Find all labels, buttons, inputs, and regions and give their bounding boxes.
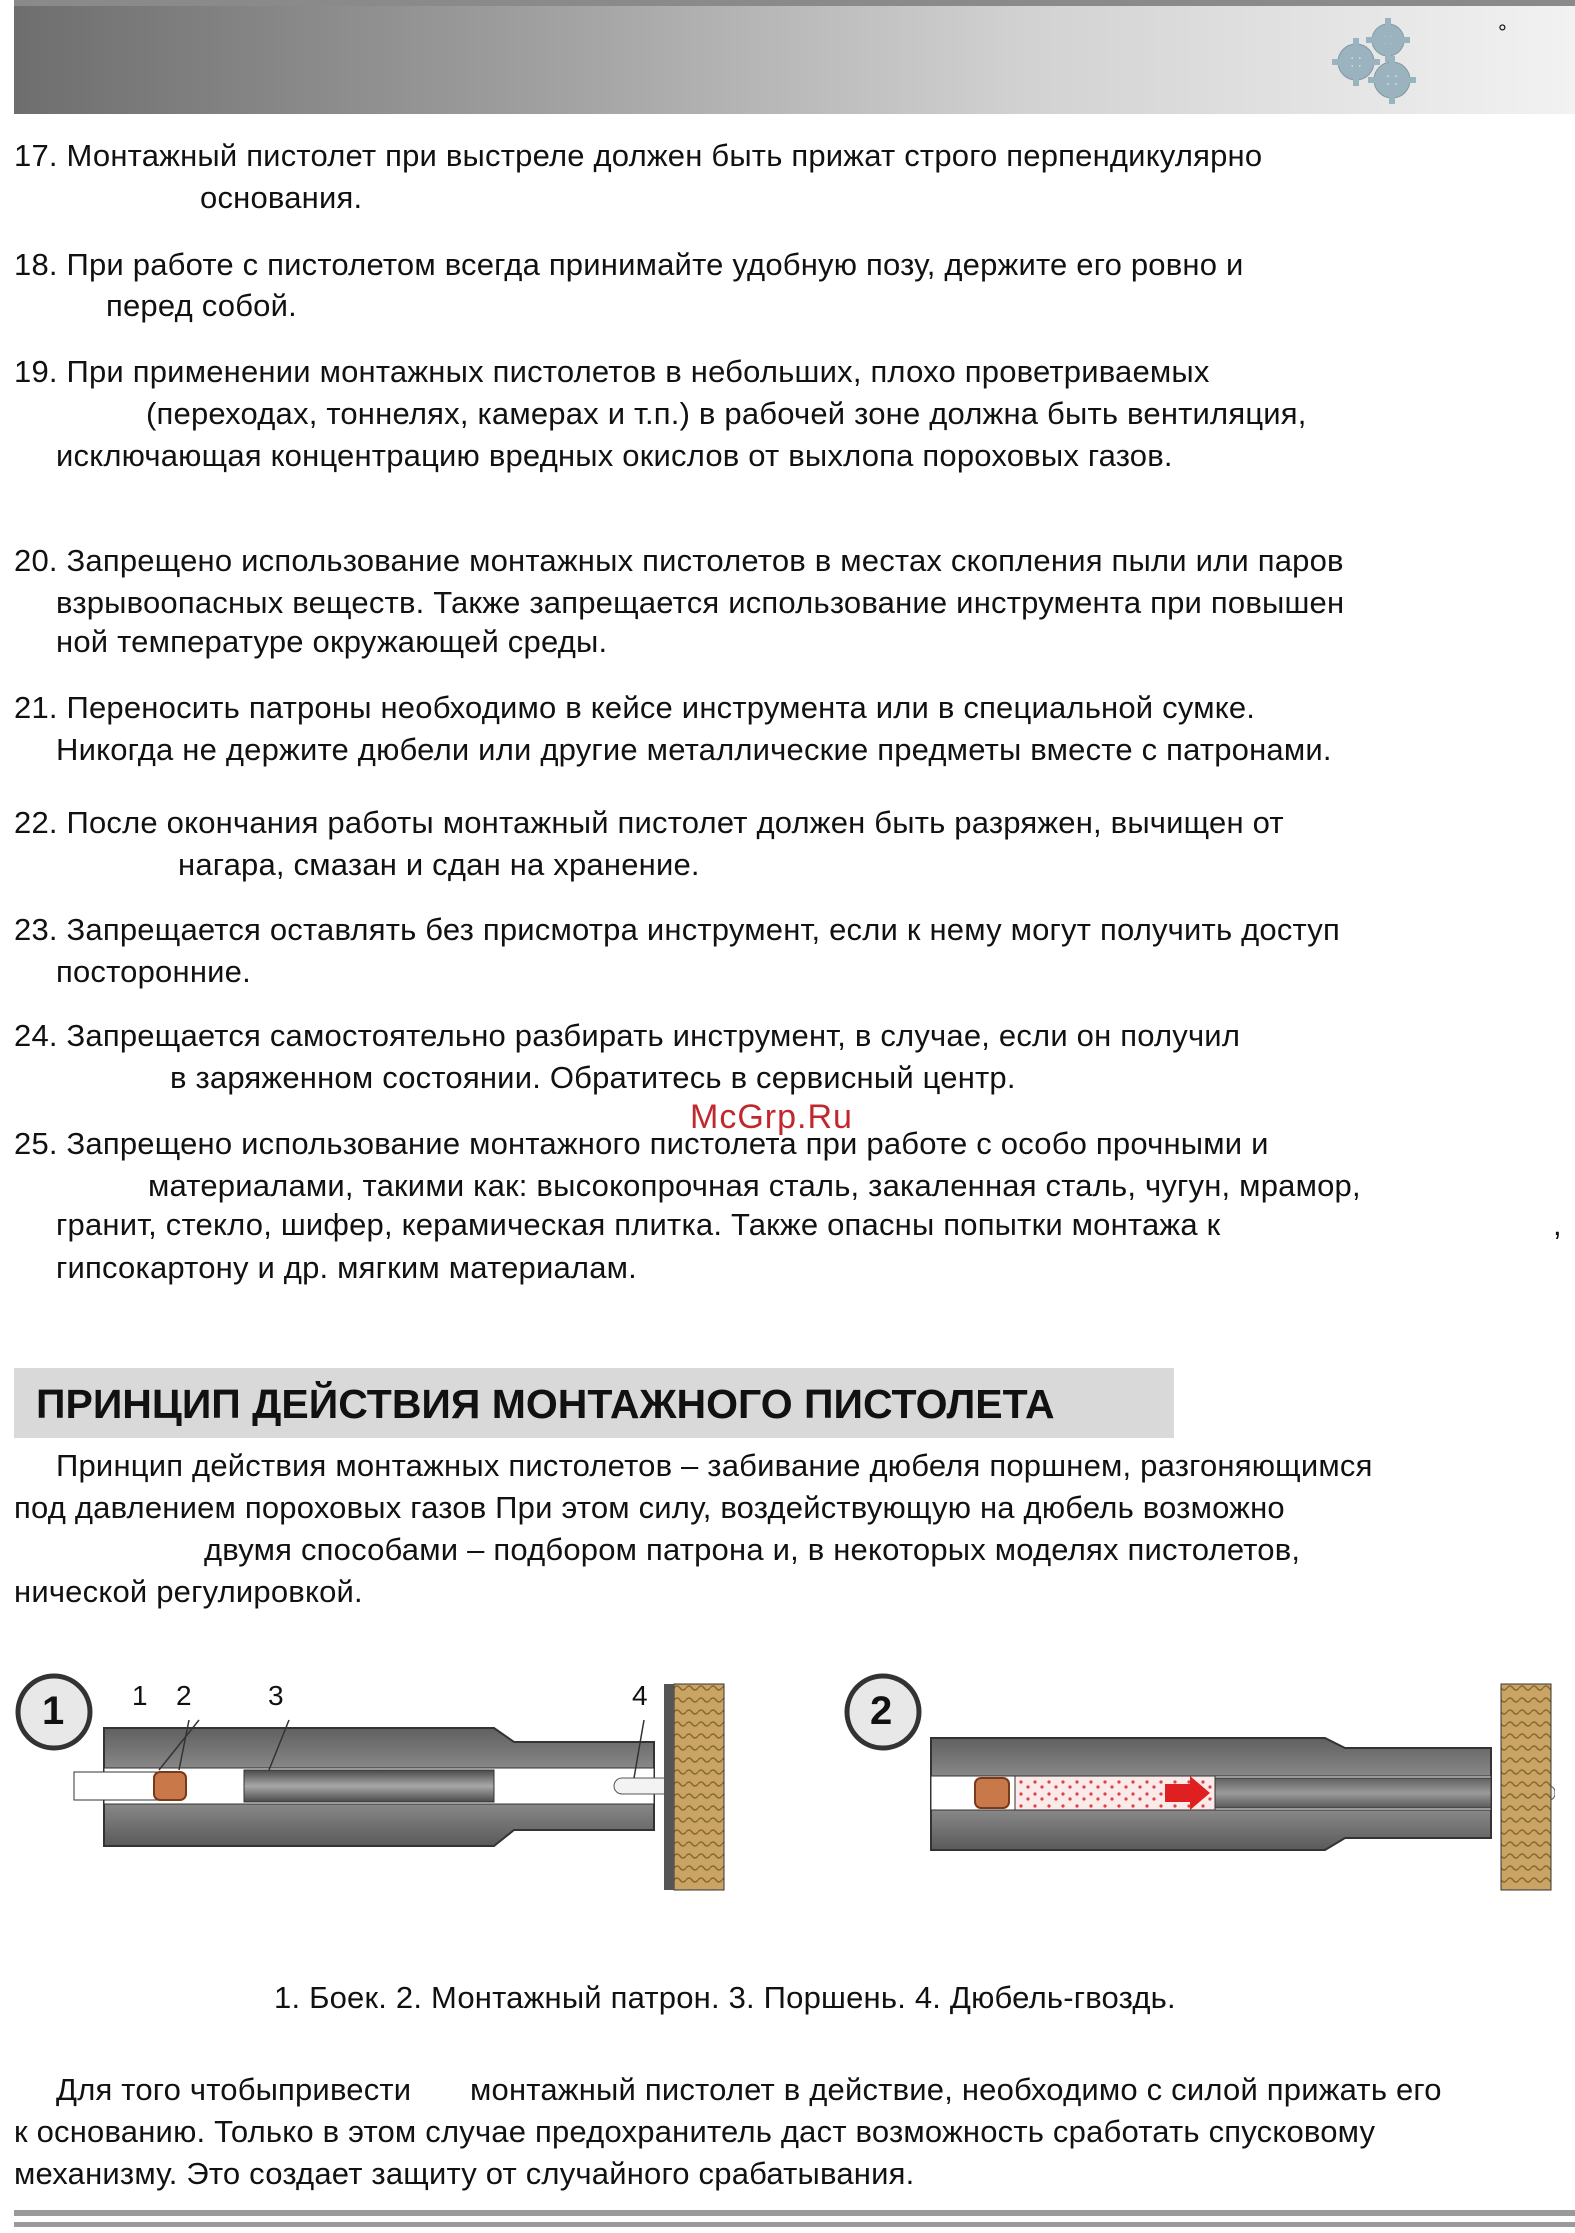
cartridge — [154, 1772, 186, 1800]
item-18-line-2: перед собой. — [106, 288, 297, 323]
item-22-line-2: нагара, смазан и сдан на хранение. — [178, 847, 700, 882]
item-17-line-1: 17. Монтажный пистолет при выстреле должен быть прижат строго перпендикулярно — [14, 138, 1263, 173]
section-heading — [14, 1368, 1174, 1438]
item-25-line-4: гипсокартону и др. мягким материалам. — [56, 1250, 637, 1285]
item-25-line-2: материалами, такими как: высокопрочная сталь, закаленная сталь, чугун, мрамор, — [148, 1168, 1361, 1203]
piston — [244, 1770, 494, 1802]
item-24-line-2: в заряженном состоянии. Обратитесь в сервисный центр. — [170, 1060, 1016, 1095]
item-25-line-3-comma: , — [1553, 1207, 1562, 1242]
item-23-line-1: 23. Запрещается оставлять без присмотра инструмент, если к нему могут получить доступ — [14, 912, 1340, 947]
principle-line-3: двумя способами – подбором патрона и, в некоторых моделях пистолетов, — [204, 1532, 1301, 1567]
item-19-line-2: (переходах, тоннелях, камерах и т.п.) в рабочей зоне должна быть вентиляция, — [146, 396, 1307, 431]
footer-rule-1 — [14, 2210, 1575, 2216]
item-18-line-1: 18. При работе с пистолетом всегда принимайте удобную позу, держите его ровно и — [14, 247, 1244, 282]
principle-line-2: под давлением пороховых газов При этом силу, воздействующую на дюбель возможно — [14, 1490, 1285, 1525]
item-22-line-1: 22. После окончания работы монтажный пистолет должен быть разряжен, вычищен от — [14, 805, 1284, 840]
item-25-line-1: 25. Запрещено использование монтажного пистолета при работе с особо прочными и — [14, 1126, 1269, 1161]
watermark: McGrp.Ru — [690, 1098, 853, 1136]
figure-2-diagram — [835, 1670, 1555, 1900]
closing-line-1c: монтажный пистолет в действие, необходимо с силой прижать его — [470, 2072, 1442, 2107]
header-small-circle: ° — [1498, 20, 1507, 45]
closing-line-1a: Для того чтобы — [56, 2072, 279, 2107]
closing-line-1b: привести — [278, 2072, 412, 2107]
item-25-line-3: гранит, стекло, шифер, керамическая плитка. Также опасны попытки монтажа к — [56, 1207, 1221, 1242]
figure-1-label-1: 1 — [132, 1680, 148, 1711]
item-24-line-1: 24. Запрещается самостоятельно разбирать инструмент, в случае, если он получил — [14, 1018, 1241, 1053]
principle-line-4: нической регулировкой. — [14, 1574, 363, 1609]
item-23-line-2: посторонние. — [56, 954, 251, 989]
figure-1-label-2: 2 — [176, 1680, 192, 1711]
figure-1-label-4: 4 — [632, 1680, 648, 1711]
item-19-line-3: исключающая концентрацию вредных окислов от выхлопа пороховых газов. — [56, 438, 1173, 473]
figure-caption: 1. Боек. 2. Монтажный патрон. 3. Поршень. 4. Дюбель-гвоздь. — [274, 1980, 1176, 2015]
footer-rule-2 — [14, 2222, 1575, 2227]
closing-line-2: к основанию. Только в этом случае предохранитель даст возможность сработать спусковому — [14, 2114, 1376, 2149]
closing-line-3: механизму. Это создает защиту от случайного срабатывания. — [14, 2156, 915, 2191]
item-19-line-1: 19. При применении монтажных пистолетов в небольших, плохо проветриваемых — [14, 354, 1210, 389]
section-title: ПРИНЦИП ДЕЙСТВИЯ МОНТАЖНОГО ПИСТОЛЕТА — [36, 1381, 1055, 1427]
principle-line-1: Принцип действия монтажных пистолетов – забивание дюбеля поршнем, разгоняющимся — [56, 1448, 1373, 1483]
item-20-line-2: взрывоопасных веществ. Также запрещается использование инструмента при повышен — [56, 585, 1345, 620]
item-21-line-1: 21. Переносить патроны необходимо в кейсе инструмента или в специальной сумке. — [14, 690, 1256, 725]
gears-icon — [1320, 10, 1430, 110]
figure-1-diagram — [14, 1670, 734, 1900]
item-20-line-3: ной температуре окружающей среды. — [56, 624, 608, 659]
figure-1-number: 1 — [42, 1689, 65, 1733]
wall — [674, 1684, 724, 1890]
item-21-line-2: Никогда не держите дюбели или другие металлические предметы вместе с патронами. — [56, 732, 1332, 767]
item-17-line-2: основания. — [200, 180, 363, 215]
figure-1-label-3: 3 — [268, 1680, 284, 1711]
figure-2-number: 2 — [870, 1689, 893, 1733]
item-20-line-1: 20. Запрещено использование монтажных пистолетов в местах скопления пыли или паров — [14, 543, 1344, 578]
